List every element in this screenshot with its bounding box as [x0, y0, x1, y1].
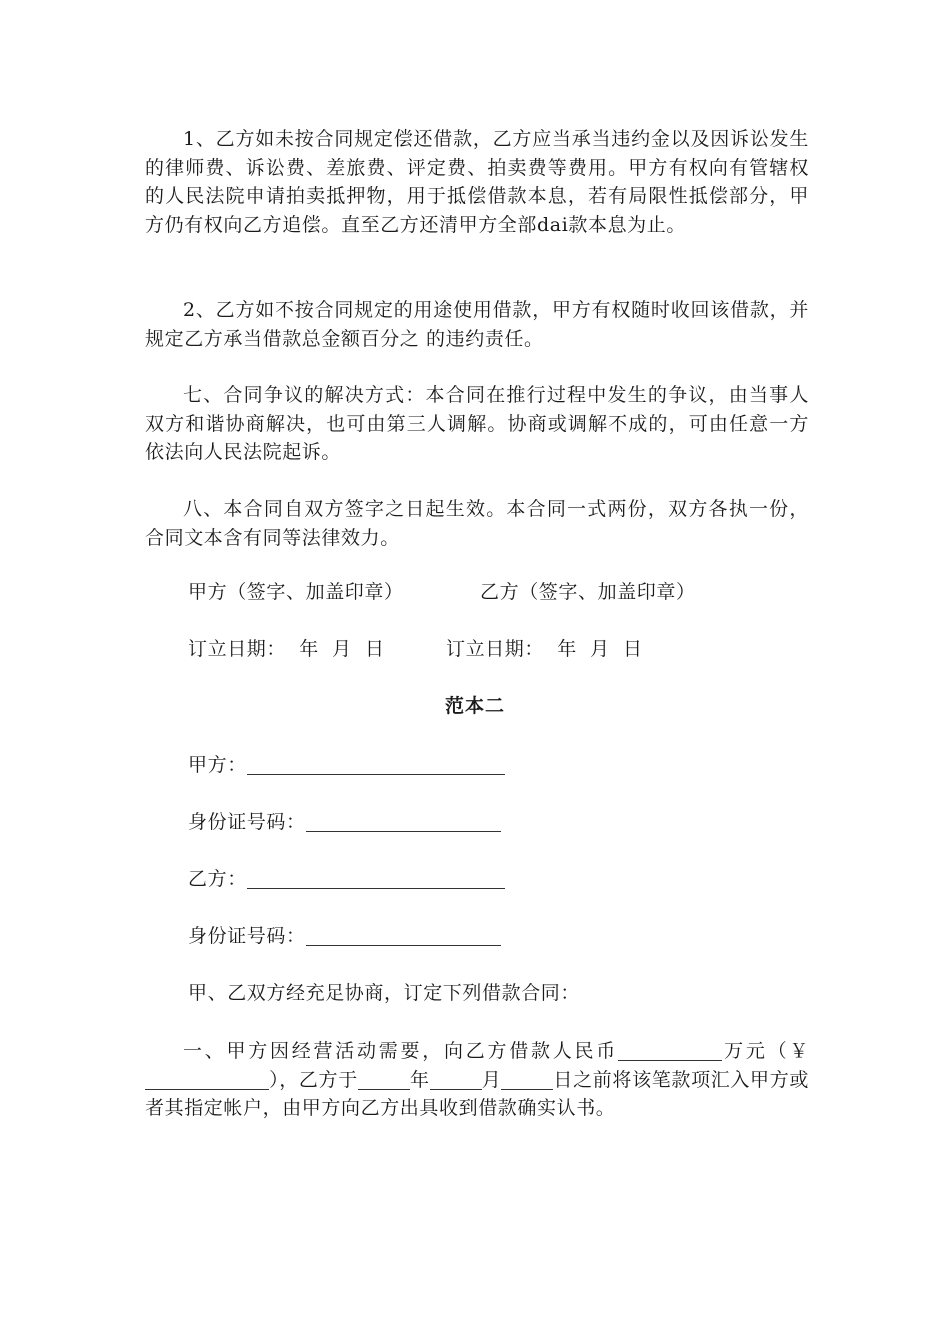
clause-text-5: 月	[481, 1068, 502, 1091]
signing-date-b: 订立日期： 年 月 日	[446, 638, 643, 660]
party-b-blank[interactable]	[247, 870, 505, 889]
paragraph-default-penalty: 1、乙方如未按合同规定偿还借款，乙方应当承当违约金以及因诉讼发生的律师费、诉讼费、差旅费、评定费、拍卖费等费用。甲方有权向有管辖权的人民法院申请拍卖抵押物，用于抵偿借款本息，若有局限性抵偿部分，甲方仍有权向乙方追偿。直至乙方还清甲方全部dai款本息为止。	[145, 128, 809, 236]
signature-party-b: 乙方（签字、加盖印章）	[480, 581, 696, 603]
sample-title: 范本二	[444, 695, 505, 717]
id-a-label: 身份证号码：	[188, 811, 306, 833]
amount-blank[interactable]	[618, 1042, 722, 1061]
paragraph-dispute-resolution: 七、合同争议的解决方式：本合同在推行过程中发生的争议，由当事人双方和谐协商解决，也可由第三人调解。协商或调解不成的，可由任意一方依法向人民法院起诉。	[145, 384, 809, 463]
party-a-field	[188, 751, 505, 779]
party-b-field	[188, 865, 505, 893]
paragraph-effectiveness: 八、本合同自双方签字之日起生效。本合同一式两份，双方各执一份，合同文本含有同等法律效力。	[145, 498, 809, 549]
party-b-label: 乙方：	[188, 868, 247, 890]
signature-party-a: 甲方（签字、加盖印章）	[188, 581, 404, 603]
id-b-blank[interactable]	[306, 927, 501, 946]
clause-text-2: 万元（￥	[721, 1040, 809, 1062]
amount-number-blank[interactable]	[145, 1071, 269, 1090]
id-a-field	[188, 808, 501, 836]
year-blank[interactable]	[358, 1071, 410, 1090]
clause-loan-amount	[145, 1037, 809, 1123]
month-blank[interactable]	[430, 1071, 482, 1090]
id-b-label: 身份证号码：	[188, 925, 306, 947]
clause-text-3: ），乙方于	[269, 1068, 358, 1091]
intro-line: 甲、乙双方经充足协商，订定下列借款合同：	[188, 982, 581, 1004]
signing-date-a: 订立日期： 年 月 日	[188, 638, 385, 660]
party-a-blank[interactable]	[247, 756, 505, 775]
party-a-label: 甲方：	[188, 754, 247, 776]
paragraph-misuse-penalty: 2、乙方如不按合同规定的用途使用借款，甲方有权随时收回该借款，并规定乙方承当借款总金额百分之 的违约责任。	[145, 299, 809, 350]
clause-text-1: 一、甲方因经营活动需要，向乙方借款人民币	[183, 1040, 618, 1062]
clause-text-6: 日之前将该笔款项汇入甲方或者其指定帐户，由甲方向乙方出具收到借款确实认书。	[145, 1068, 809, 1119]
id-b-field	[188, 922, 501, 950]
clause-text-4: 年	[409, 1068, 430, 1091]
id-a-blank[interactable]	[306, 813, 501, 832]
day-blank[interactable]	[501, 1071, 553, 1090]
